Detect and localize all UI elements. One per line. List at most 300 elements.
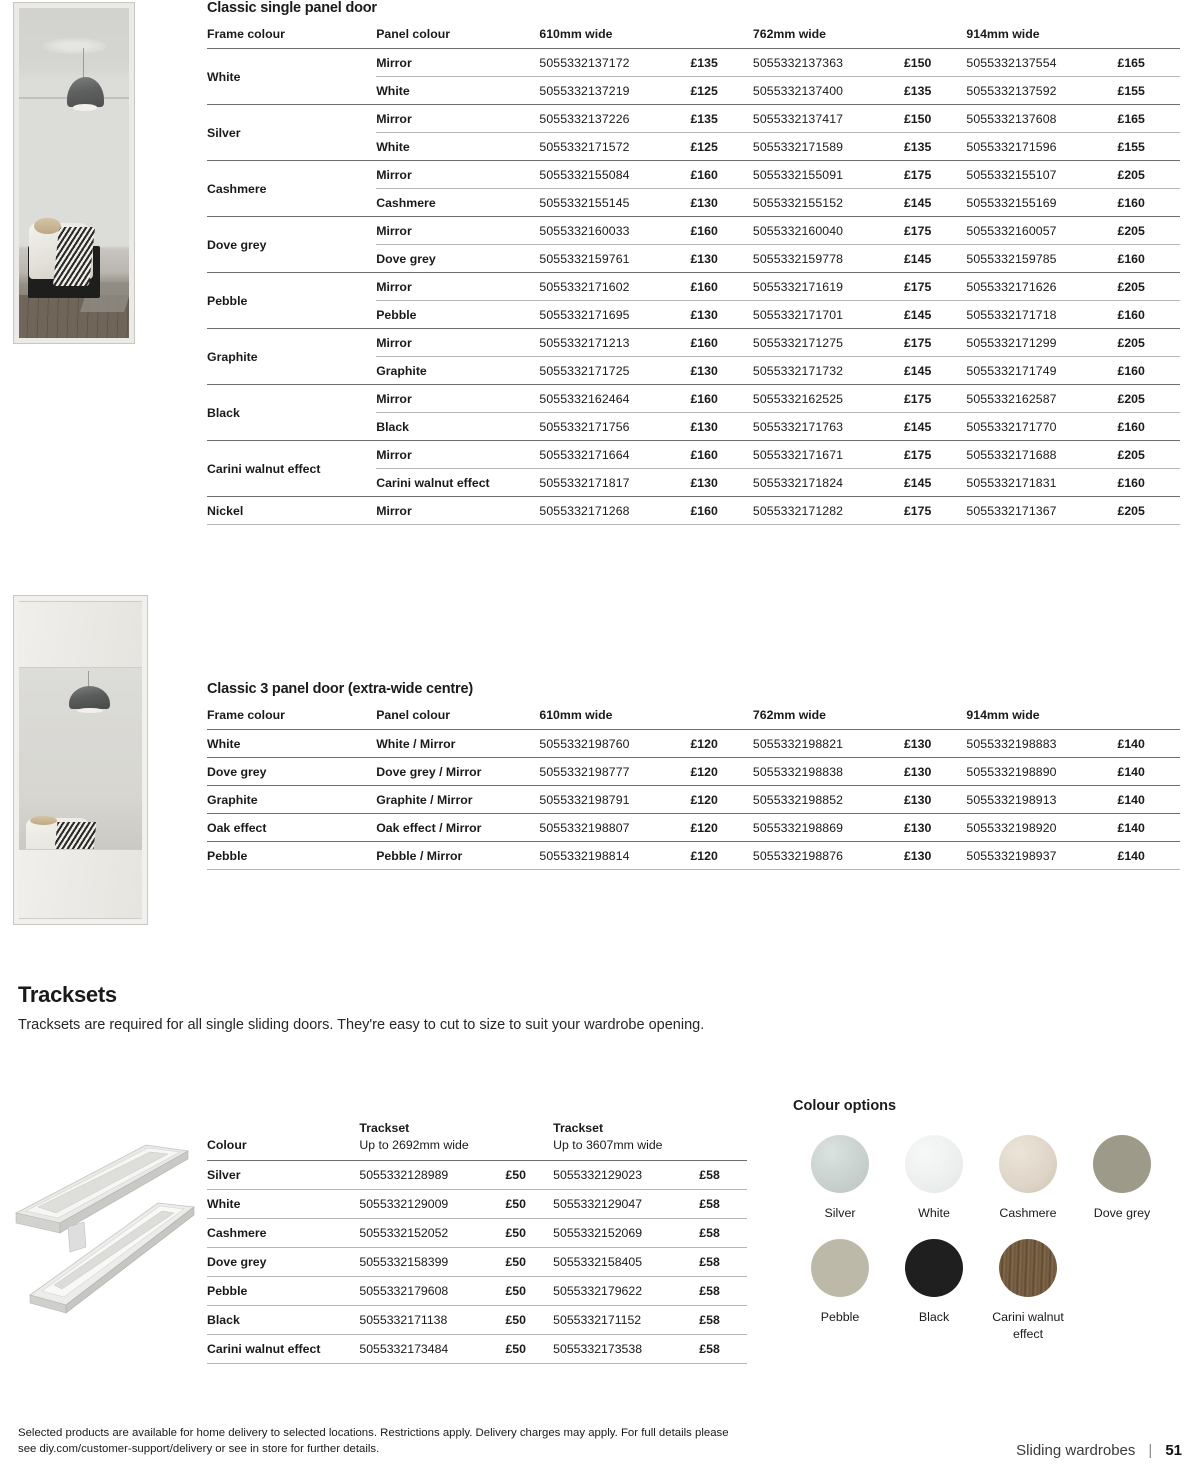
cell-price-2692: £50 [505, 1284, 526, 1299]
cell-frame-colour: Pebble [207, 848, 248, 863]
colour-option-label: Silver [824, 1206, 856, 1220]
cell-code-610: 5055332137172 [539, 55, 630, 70]
cell-price-762: £150 [903, 111, 932, 126]
single-panel-price-table [207, 27, 1180, 525]
cell-code-762: 5055332171275 [752, 335, 844, 350]
cell-panel-colour: White [376, 83, 410, 98]
cell-code-914: 5055332155107 [966, 167, 1057, 182]
cell-code-3607: 5055332152069 [553, 1226, 643, 1241]
cell-price-610: £130 [690, 195, 718, 210]
cell-price-762: £175 [903, 391, 932, 406]
colour-swatch-icon [811, 1135, 869, 1193]
cell-price-914: £205 [1117, 279, 1145, 294]
colour-options-section [793, 1098, 1193, 1360]
cell-code-610: 5055332171213 [539, 335, 630, 350]
cell-price-762: £130 [903, 848, 932, 863]
table-row [207, 786, 1180, 814]
table-row [207, 385, 1180, 413]
zigzag-throw-blanket [54, 822, 96, 849]
header-trackset-3607-price [699, 1120, 747, 1161]
single-panel-table-head [207, 27, 1180, 49]
cell-price-610: £130 [690, 475, 718, 490]
cell-code-610: 5055332171602 [539, 279, 630, 294]
cell-panel-colour: Mirror [376, 391, 412, 406]
cell-price-610: £160 [690, 503, 718, 518]
cell-price-762: £175 [903, 167, 932, 182]
cell-panel-colour: Graphite [376, 363, 427, 378]
colour-option-pebble[interactable] [793, 1239, 887, 1342]
header-762mm-price [904, 708, 966, 730]
table-header-row [207, 1120, 747, 1161]
pendant-cord [83, 48, 85, 81]
pendant-bulb-glow [77, 708, 103, 713]
cell-price-762: £130 [903, 792, 932, 807]
cell-code-610: 5055332198791 [539, 792, 630, 807]
cell-code-610: 5055332198777 [539, 764, 630, 779]
tracksets-intro-text: Tracksets are required for all single sliding doors. They're easy to cut to size to suit your wardrobe opening. [18, 1017, 705, 1033]
door-centre-mirror-panel [19, 668, 142, 849]
cell-code-914: 5055332160057 [966, 223, 1057, 238]
header-trackset-2692-sub: Up to 2692mm wide [359, 1137, 469, 1152]
cell-code-2692: 5055332173484 [359, 1342, 449, 1357]
cell-price-3607: £58 [699, 1255, 720, 1270]
cell-price-3607: £58 [699, 1197, 720, 1212]
cell-code-2692: 5055332179608 [359, 1284, 449, 1299]
bed-pillow [34, 218, 60, 235]
cell-panel-colour: Black [376, 419, 410, 434]
colour-option-black[interactable] [887, 1239, 981, 1342]
cell-panel-colour: Pebble / Mirror [376, 848, 463, 863]
page-number: 51 [1165, 1442, 1182, 1459]
cell-code-762: 5055332160040 [752, 223, 844, 238]
header-colour: Colour [207, 1137, 247, 1152]
cell-code-914: 5055332198913 [966, 792, 1057, 807]
cell-price-762: £175 [903, 503, 932, 518]
cell-price-762: £130 [903, 764, 932, 779]
cell-code-762: 5055332171701 [752, 307, 844, 322]
table-row [207, 273, 1180, 301]
cell-price-610: £120 [690, 736, 718, 751]
cell-code-914: 5055332155169 [966, 195, 1057, 210]
cell-price-2692: £50 [505, 1255, 526, 1270]
cell-code-610: 5055332171817 [539, 475, 630, 490]
cell-code-610: 5055332198814 [539, 848, 630, 863]
cell-price-914: £165 [1117, 55, 1145, 70]
cell-price-914: £160 [1117, 251, 1145, 266]
header-panel-colour: Panel colour [376, 708, 451, 722]
cell-code-762: 5055332171282 [752, 503, 844, 518]
table-row [207, 1335, 747, 1364]
cell-price-610: £160 [690, 279, 718, 294]
cell-code-610: 5055332155084 [539, 167, 630, 182]
single-panel-door-section [207, 0, 1180, 525]
tracksets-heading: Tracksets [18, 982, 117, 1007]
trackset-table-body [207, 1161, 747, 1364]
colour-option-label: Black [918, 1310, 950, 1325]
cell-price-914: £205 [1117, 503, 1145, 518]
cell-code-914: 5055332171770 [966, 419, 1057, 434]
table-row [207, 1161, 747, 1190]
cell-code-914: 5055332171367 [966, 503, 1057, 518]
colour-option-white[interactable] [887, 1135, 981, 1221]
three-panel-price-table [207, 708, 1180, 870]
three-panel-door-section [207, 681, 1180, 870]
pendant-lamp-icon [67, 77, 103, 107]
cell-price-762: £175 [903, 279, 932, 294]
header-frame-colour: Frame colour [207, 708, 285, 722]
pendant-bulb-glow [73, 104, 97, 111]
cell-panel-colour: Pebble [376, 307, 417, 322]
cell-price-762: £175 [903, 335, 932, 350]
cell-price-762: £145 [903, 195, 932, 210]
cell-panel-colour: Mirror [376, 447, 412, 462]
single-panel-title: Classic single panel door [207, 0, 377, 16]
cell-price-610: £120 [690, 848, 718, 863]
colour-swatch-icon [999, 1135, 1057, 1193]
cell-code-3607: 5055332158405 [553, 1255, 643, 1270]
cell-code-762: 5055332171589 [752, 139, 844, 154]
table-row [207, 161, 1180, 189]
cell-price-914: £155 [1117, 139, 1145, 154]
single-panel-table-body [207, 49, 1180, 525]
cell-panel-colour: White / Mirror [376, 736, 456, 751]
cell-code-914: 5055332159785 [966, 251, 1057, 266]
cell-code-914: 5055332171749 [966, 363, 1057, 378]
table-row [207, 814, 1180, 842]
cell-price-610: £160 [690, 223, 718, 238]
cell-frame-colour: Silver [207, 125, 241, 140]
cell-price-3607: £58 [699, 1342, 720, 1357]
table-row [207, 329, 1180, 357]
table-row [207, 730, 1180, 758]
cell-code-3607: 5055332179622 [553, 1284, 643, 1299]
cell-price-762: £130 [903, 736, 932, 751]
door-top-panel [19, 601, 142, 668]
cell-price-914: £140 [1117, 792, 1145, 807]
cell-code-610: 5055332162464 [539, 391, 630, 406]
cell-price-610: £130 [690, 251, 718, 266]
cell-panel-colour: Carini walnut effect [376, 475, 490, 490]
tracksets-section-header [18, 982, 1018, 1033]
cell-colour: Silver [207, 1168, 241, 1183]
colour-swatch-icon [1093, 1135, 1151, 1193]
cell-price-914: £140 [1117, 848, 1145, 863]
footer-divider: | [1148, 1442, 1153, 1459]
cell-price-914: £165 [1117, 111, 1145, 126]
table-row [207, 49, 1180, 77]
cell-code-2692: 5055332171138 [359, 1313, 448, 1328]
header-762mm: 762mm wide [752, 708, 827, 722]
colour-swatch-icon [811, 1239, 869, 1297]
cell-colour: Carini walnut effect [207, 1342, 321, 1357]
cell-panel-colour: Mirror [376, 335, 412, 350]
colour-option-label: Carini walnut effect [992, 1310, 1064, 1341]
cell-price-610: £135 [690, 55, 718, 70]
cell-price-914: £205 [1117, 335, 1145, 350]
cell-code-762: 5055332155091 [752, 167, 844, 182]
table-row [207, 497, 1180, 525]
header-610mm-price [690, 27, 752, 49]
header-frame-colour: Frame colour [207, 27, 285, 41]
cell-code-762: 5055332171763 [752, 419, 844, 434]
cell-frame-colour: White [207, 736, 241, 751]
cell-code-610: 5055332171756 [539, 419, 630, 434]
cell-price-914: £160 [1117, 195, 1145, 210]
cell-price-914: £205 [1117, 223, 1145, 238]
cell-price-762: £175 [903, 223, 932, 238]
cell-panel-colour: Oak effect / Mirror [376, 820, 482, 835]
trackset-price-table [207, 1120, 747, 1364]
cell-code-914: 5055332171688 [966, 447, 1057, 462]
cell-price-762: £145 [903, 475, 932, 490]
header-trackset-2692 [359, 1120, 505, 1161]
cell-code-3607: 5055332129023 [553, 1168, 643, 1183]
cell-panel-colour: Mirror [376, 223, 412, 238]
cell-code-610: 5055332159761 [539, 251, 630, 266]
cell-panel-colour: White [376, 139, 410, 154]
cell-price-762: £150 [903, 55, 932, 70]
cell-price-3607: £58 [699, 1284, 720, 1299]
cell-price-762: £145 [903, 251, 932, 266]
cell-price-914: £160 [1117, 307, 1145, 322]
cell-code-610: 5055332171268 [539, 503, 630, 518]
colour-swatch-icon [999, 1239, 1057, 1297]
ceiling-light-halo [43, 38, 107, 55]
cell-price-762: £145 [903, 363, 932, 378]
cell-code-914: 5055332171299 [966, 335, 1057, 350]
cell-code-3607: 5055332173538 [553, 1342, 643, 1357]
cell-panel-colour: Mirror [376, 503, 412, 518]
cell-code-610: 5055332198760 [539, 736, 630, 751]
cell-code-610: 5055332198807 [539, 820, 630, 835]
colour-swatch-icon [905, 1239, 963, 1297]
cell-price-2692: £50 [505, 1342, 526, 1357]
cell-frame-colour: Graphite [207, 349, 258, 364]
cell-price-2692: £50 [505, 1197, 526, 1212]
cell-code-762: 5055332155152 [752, 195, 844, 210]
cell-price-914: £160 [1117, 419, 1145, 434]
cell-code-2692: 5055332128989 [359, 1168, 449, 1183]
cell-price-610: £125 [690, 83, 718, 98]
trackset-product-image [8, 1135, 198, 1315]
three-panel-table-head [207, 708, 1180, 730]
cell-frame-colour: Dove grey [207, 237, 267, 252]
table-row [207, 1219, 747, 1248]
cell-panel-colour: Mirror [376, 167, 412, 182]
cell-panel-colour: Dove grey / Mirror [376, 764, 482, 779]
cell-price-914: £155 [1117, 83, 1145, 98]
cell-code-762: 5055332137400 [752, 83, 844, 98]
cell-code-610: 5055332160033 [539, 223, 630, 238]
cell-frame-colour: White [207, 69, 241, 84]
cell-code-914: 5055332198890 [966, 764, 1057, 779]
cell-price-2692: £50 [505, 1313, 526, 1328]
cell-code-762: 5055332171671 [752, 447, 844, 462]
cell-price-610: £120 [690, 764, 718, 779]
cell-price-914: £160 [1117, 363, 1145, 378]
colour-option-label: White [918, 1206, 950, 1220]
table-row [207, 441, 1180, 469]
header-trackset-3607-sub: Up to 3607mm wide [553, 1137, 663, 1152]
header-914mm-price [1117, 27, 1180, 49]
footer-page-info [1016, 1442, 1182, 1459]
header-914mm-price [1117, 708, 1180, 730]
cell-code-914: 5055332198937 [966, 848, 1057, 863]
cell-colour: Black [207, 1313, 240, 1328]
footer-section-name: Sliding wardrobes [1016, 1442, 1136, 1459]
header-trackset-2692-title: Trackset [359, 1121, 410, 1135]
cell-code-2692: 5055332129009 [359, 1197, 449, 1212]
cell-code-762: 5055332171619 [752, 279, 844, 294]
cell-price-610: £130 [690, 363, 718, 378]
cell-price-610: £160 [690, 167, 718, 182]
cell-price-762: £135 [903, 83, 932, 98]
cell-frame-colour: Pebble [207, 293, 248, 308]
cell-frame-colour: Cashmere [207, 181, 267, 196]
table-row [207, 1277, 747, 1306]
cell-code-762: 5055332198838 [752, 764, 844, 779]
colour-option-label: Pebble [820, 1310, 860, 1325]
cell-code-610: 5055332137219 [539, 83, 630, 98]
cell-price-914: £140 [1117, 736, 1145, 751]
table-row [207, 105, 1180, 133]
cell-code-3607: 5055332129047 [553, 1197, 643, 1212]
header-panel-colour: Panel colour [376, 27, 451, 41]
cell-price-610: £120 [690, 820, 718, 835]
colour-option-label: Dove grey [1093, 1206, 1151, 1220]
trackset-price-table-wrap [207, 1120, 747, 1364]
header-914mm: 914mm wide [966, 27, 1040, 41]
cell-frame-colour: Graphite [207, 792, 258, 807]
cell-price-3607: £58 [699, 1313, 720, 1328]
header-610mm: 610mm wide [539, 27, 613, 41]
colour-option-silver[interactable] [793, 1135, 887, 1221]
cell-price-610: £130 [690, 419, 718, 434]
cell-price-610: £160 [690, 335, 718, 350]
cell-price-610: £135 [690, 111, 718, 126]
header-610mm: 610mm wide [539, 708, 613, 722]
cell-panel-colour: Mirror [376, 279, 412, 294]
cell-panel-colour: Mirror [376, 55, 412, 70]
cell-code-610: 5055332171572 [539, 139, 630, 154]
cell-code-2692: 5055332152052 [359, 1226, 449, 1241]
cell-code-762: 5055332198869 [752, 820, 844, 835]
cell-code-914: 5055332137608 [966, 111, 1057, 126]
colour-swatch-icon [905, 1135, 963, 1193]
header-trackset-2692-price [505, 1120, 553, 1161]
table-row [207, 842, 1180, 870]
footer-disclaimer: Selected products are available for home delivery to selected locations. Restrictions apply. Delivery charges may apply. For full details please see diy.com/customer-support/delivery or see in store for further details. [18, 1427, 729, 1456]
cell-price-914: £140 [1117, 764, 1145, 779]
cell-code-762: 5055332198852 [752, 792, 844, 807]
cell-price-610: £160 [690, 391, 718, 406]
cell-code-914: 5055332171831 [966, 475, 1057, 490]
cell-price-2692: £50 [505, 1226, 526, 1241]
colour-option-carini-walnut-effect[interactable] [981, 1239, 1075, 1342]
cell-colour: Dove grey [207, 1255, 267, 1270]
cell-colour: Pebble [207, 1284, 248, 1299]
cell-code-762: 5055332162525 [752, 391, 844, 406]
cell-code-610: 5055332171725 [539, 363, 630, 378]
cell-code-3607: 5055332171152 [553, 1313, 642, 1328]
table-header-row [207, 27, 1180, 49]
cell-code-914: 5055332171596 [966, 139, 1057, 154]
cell-price-762: £130 [903, 820, 932, 835]
cell-panel-colour: Dove grey [376, 251, 436, 266]
cell-frame-colour: Nickel [207, 503, 244, 518]
single-panel-door-image [14, 3, 134, 343]
header-914mm: 914mm wide [966, 708, 1040, 722]
colour-option-cashmere[interactable] [981, 1135, 1075, 1221]
cell-code-762: 5055332159778 [752, 251, 844, 266]
table-header-row [207, 708, 1180, 730]
cell-code-610: 5055332137226 [539, 111, 630, 126]
cell-code-610: 5055332155145 [539, 195, 630, 210]
header-trackset-3607-title: Trackset [553, 1121, 604, 1135]
cell-colour: Cashmere [207, 1226, 267, 1241]
colour-option-label: Cashmere [999, 1206, 1057, 1220]
cell-price-762: £175 [903, 447, 932, 462]
cell-frame-colour: Black [207, 405, 240, 420]
cell-price-914: £140 [1117, 820, 1145, 835]
cell-price-762: £145 [903, 419, 932, 434]
cell-code-914: 5055332137554 [966, 55, 1057, 70]
cell-price-610: £130 [690, 307, 718, 322]
cell-code-762: 5055332137363 [752, 55, 844, 70]
cell-code-914: 5055332171626 [966, 279, 1057, 294]
cell-code-762: 5055332171732 [752, 363, 844, 378]
cell-code-762: 5055332171824 [752, 475, 844, 490]
colour-option-dove-grey[interactable] [1075, 1135, 1169, 1221]
door-bottom-panel [19, 849, 142, 919]
three-panel-title: Classic 3 panel door (extra-wide centre) [207, 681, 473, 697]
colour-options-grid [793, 1135, 1193, 1360]
pendant-lamp-icon [69, 686, 110, 710]
cell-code-914: 5055332198883 [966, 736, 1057, 751]
cell-price-914: £160 [1117, 475, 1145, 490]
header-trackset-3607 [553, 1120, 699, 1161]
table-row [207, 217, 1180, 245]
cell-price-2692: £50 [505, 1168, 526, 1183]
header-610mm-price [690, 708, 752, 730]
cell-frame-colour: Dove grey [207, 764, 267, 779]
cell-code-914: 5055332137592 [966, 83, 1057, 98]
cell-price-914: £205 [1117, 391, 1145, 406]
cell-panel-colour: Graphite / Mirror [376, 792, 473, 807]
cell-code-762: 5055332137417 [752, 111, 844, 126]
cell-code-610: 5055332171695 [539, 307, 630, 322]
cell-code-914: 5055332198920 [966, 820, 1057, 835]
zigzag-throw-blanket [53, 227, 96, 286]
cell-price-762: £135 [903, 139, 932, 154]
table-row [207, 1248, 747, 1277]
cell-code-762: 5055332198821 [752, 736, 844, 751]
cell-code-914: 5055332171718 [966, 307, 1057, 322]
cell-price-914: £205 [1117, 167, 1145, 182]
cell-price-610: £125 [690, 139, 718, 154]
three-panel-door-image [14, 596, 147, 924]
cell-code-610: 5055332171664 [539, 447, 630, 462]
three-panel-table-body [207, 730, 1180, 870]
table-row [207, 1306, 747, 1335]
cell-frame-colour: Oak effect [207, 820, 267, 835]
table-row [207, 1190, 747, 1219]
header-762mm-price [904, 27, 966, 49]
cell-price-914: £205 [1117, 447, 1145, 462]
cell-code-762: 5055332198876 [752, 848, 844, 863]
trackset-table-head [207, 1120, 747, 1161]
cell-colour: White [207, 1197, 241, 1212]
